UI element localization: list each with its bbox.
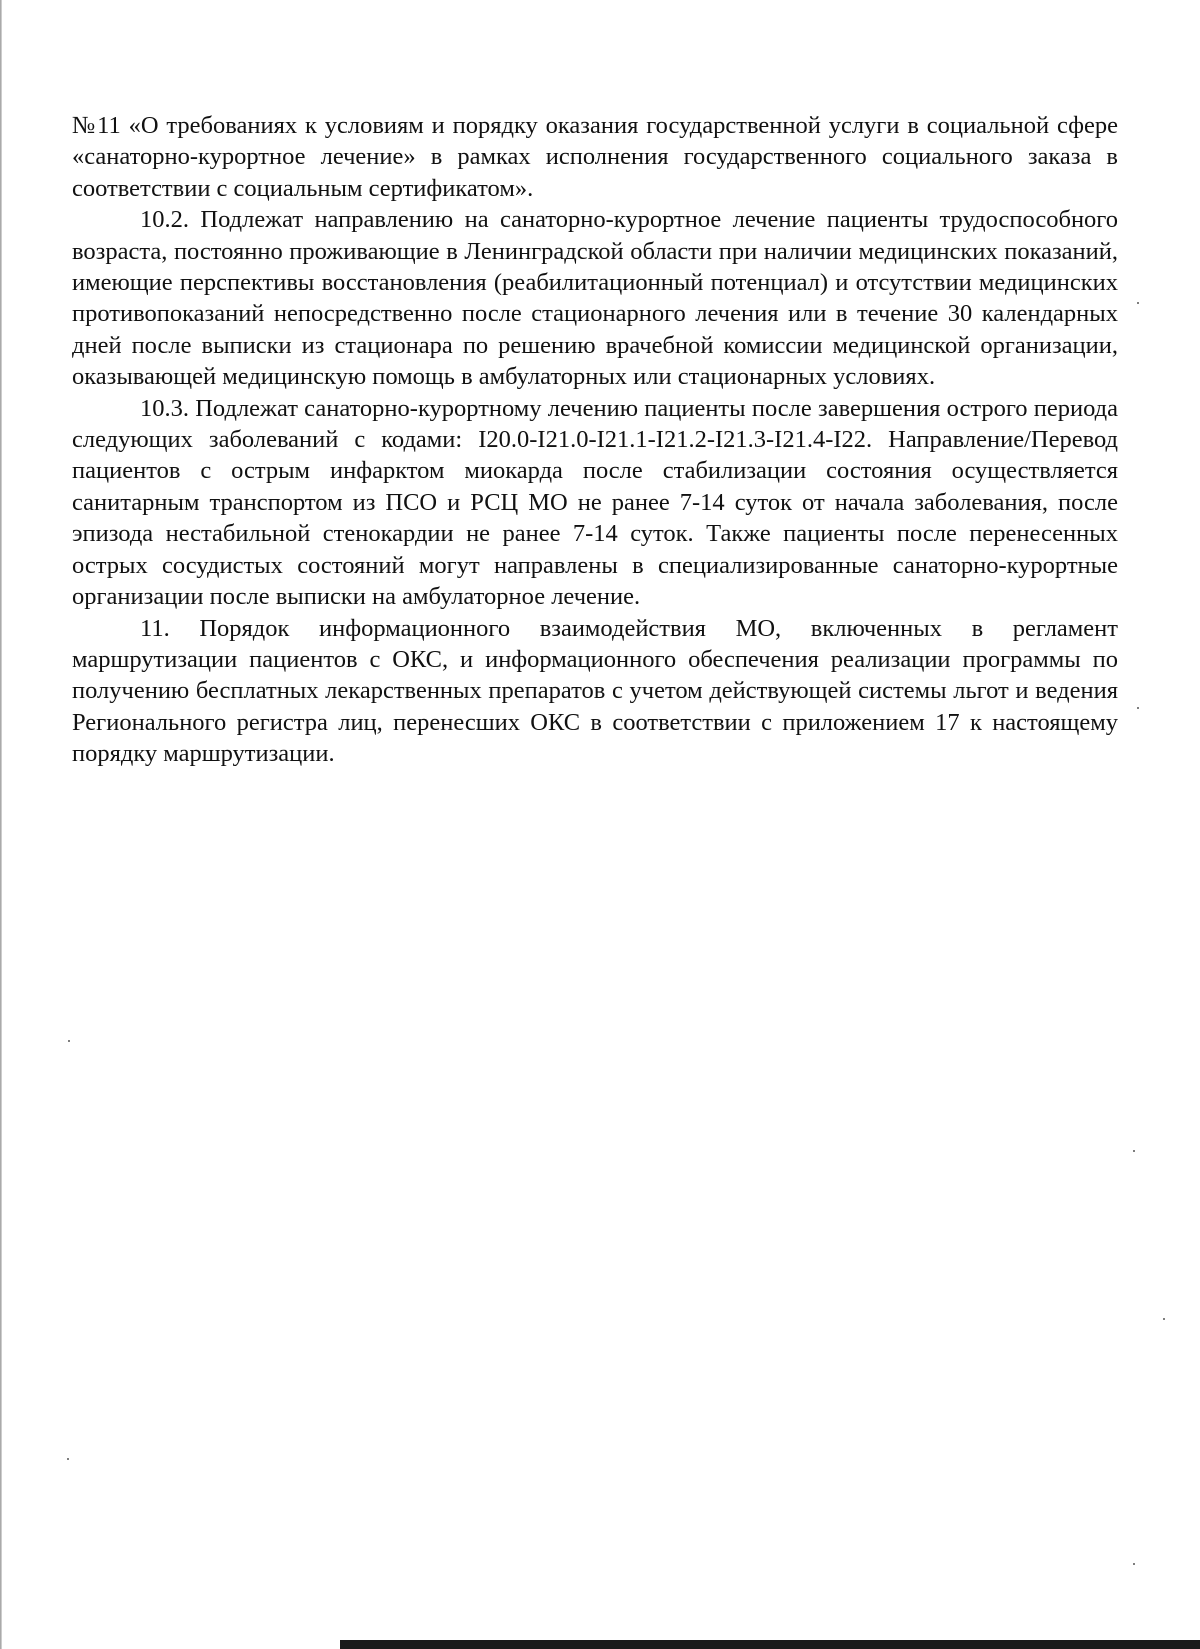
scan-bottom-edge [340, 1640, 1200, 1649]
scan-speck [1137, 707, 1139, 709]
scan-speck [1163, 1318, 1165, 1320]
scan-speck [1133, 1563, 1135, 1565]
paragraph-10-2: 10.2. Подлежат направлению на санаторно-курортное лечение пациенты трудоспособного возраста, постоянно проживающие в Ленинградской области при наличии медицинских показаний, имеющие перспективы восстановления (реабилитационный потенциал) и отсутствии медицинских противопоказаний непосредственно после стационарного лечения или в течение 30 календарных дней после выписки из стационара по решению врачебной комиссии медицинской организации, оказывающей медицинскую помощь в амбулаторных или стационарных условиях. [72, 206, 1118, 391]
scan-speck [67, 1458, 69, 1460]
scan-speck [1133, 1150, 1135, 1152]
paragraph-10-3: 10.3. Подлежат санаторно-курортному лечению пациенты после завершения острого периода следующих заболеваний с кодами: I20.0-I21.0-I21.1-I21.2-I21.3-I21.4-I22. Направление/Перевод пациентов с острым инфарктом миокарда после стабилизации состояния осуществляется санитарным транспортом из ПСО и РСЦ МО не ранее 7-14 суток от начала заболевания, после эпизода нестабильной стенокардии не ранее 7-14 суток. Также пациенты после перенесенных острых сосудистых состояний могут направлены в специализированные санаторно-курортные организации после выписки на амбулаторное лечение. [72, 394, 1118, 611]
paragraph-intro: №11 «О требованиях к условиям и порядку оказания государственной услуги в социальной сфере «санаторно-курортное лечение» в рамках исполнения государственного социального заказа в соответствии с социальным сертификатом». [72, 112, 1118, 202]
scan-speck [68, 1040, 70, 1042]
scan-left-edge [0, 0, 2, 1649]
scan-speck [1137, 302, 1139, 304]
document-body [72, 110, 1118, 770]
paragraph-11: 11. Порядок информационного взаимодействия МО, включенных в регламент маршрутизации пациентов с ОКС, и информационного обеспечения реализации программы по получению бесплатных лекарственных препаратов с учетом действующей системы льгот и ведения Регионального регистра лиц, перенесших ОКС в соответствии с приложением 17 к настоящему порядку маршрутизации. [72, 614, 1118, 768]
